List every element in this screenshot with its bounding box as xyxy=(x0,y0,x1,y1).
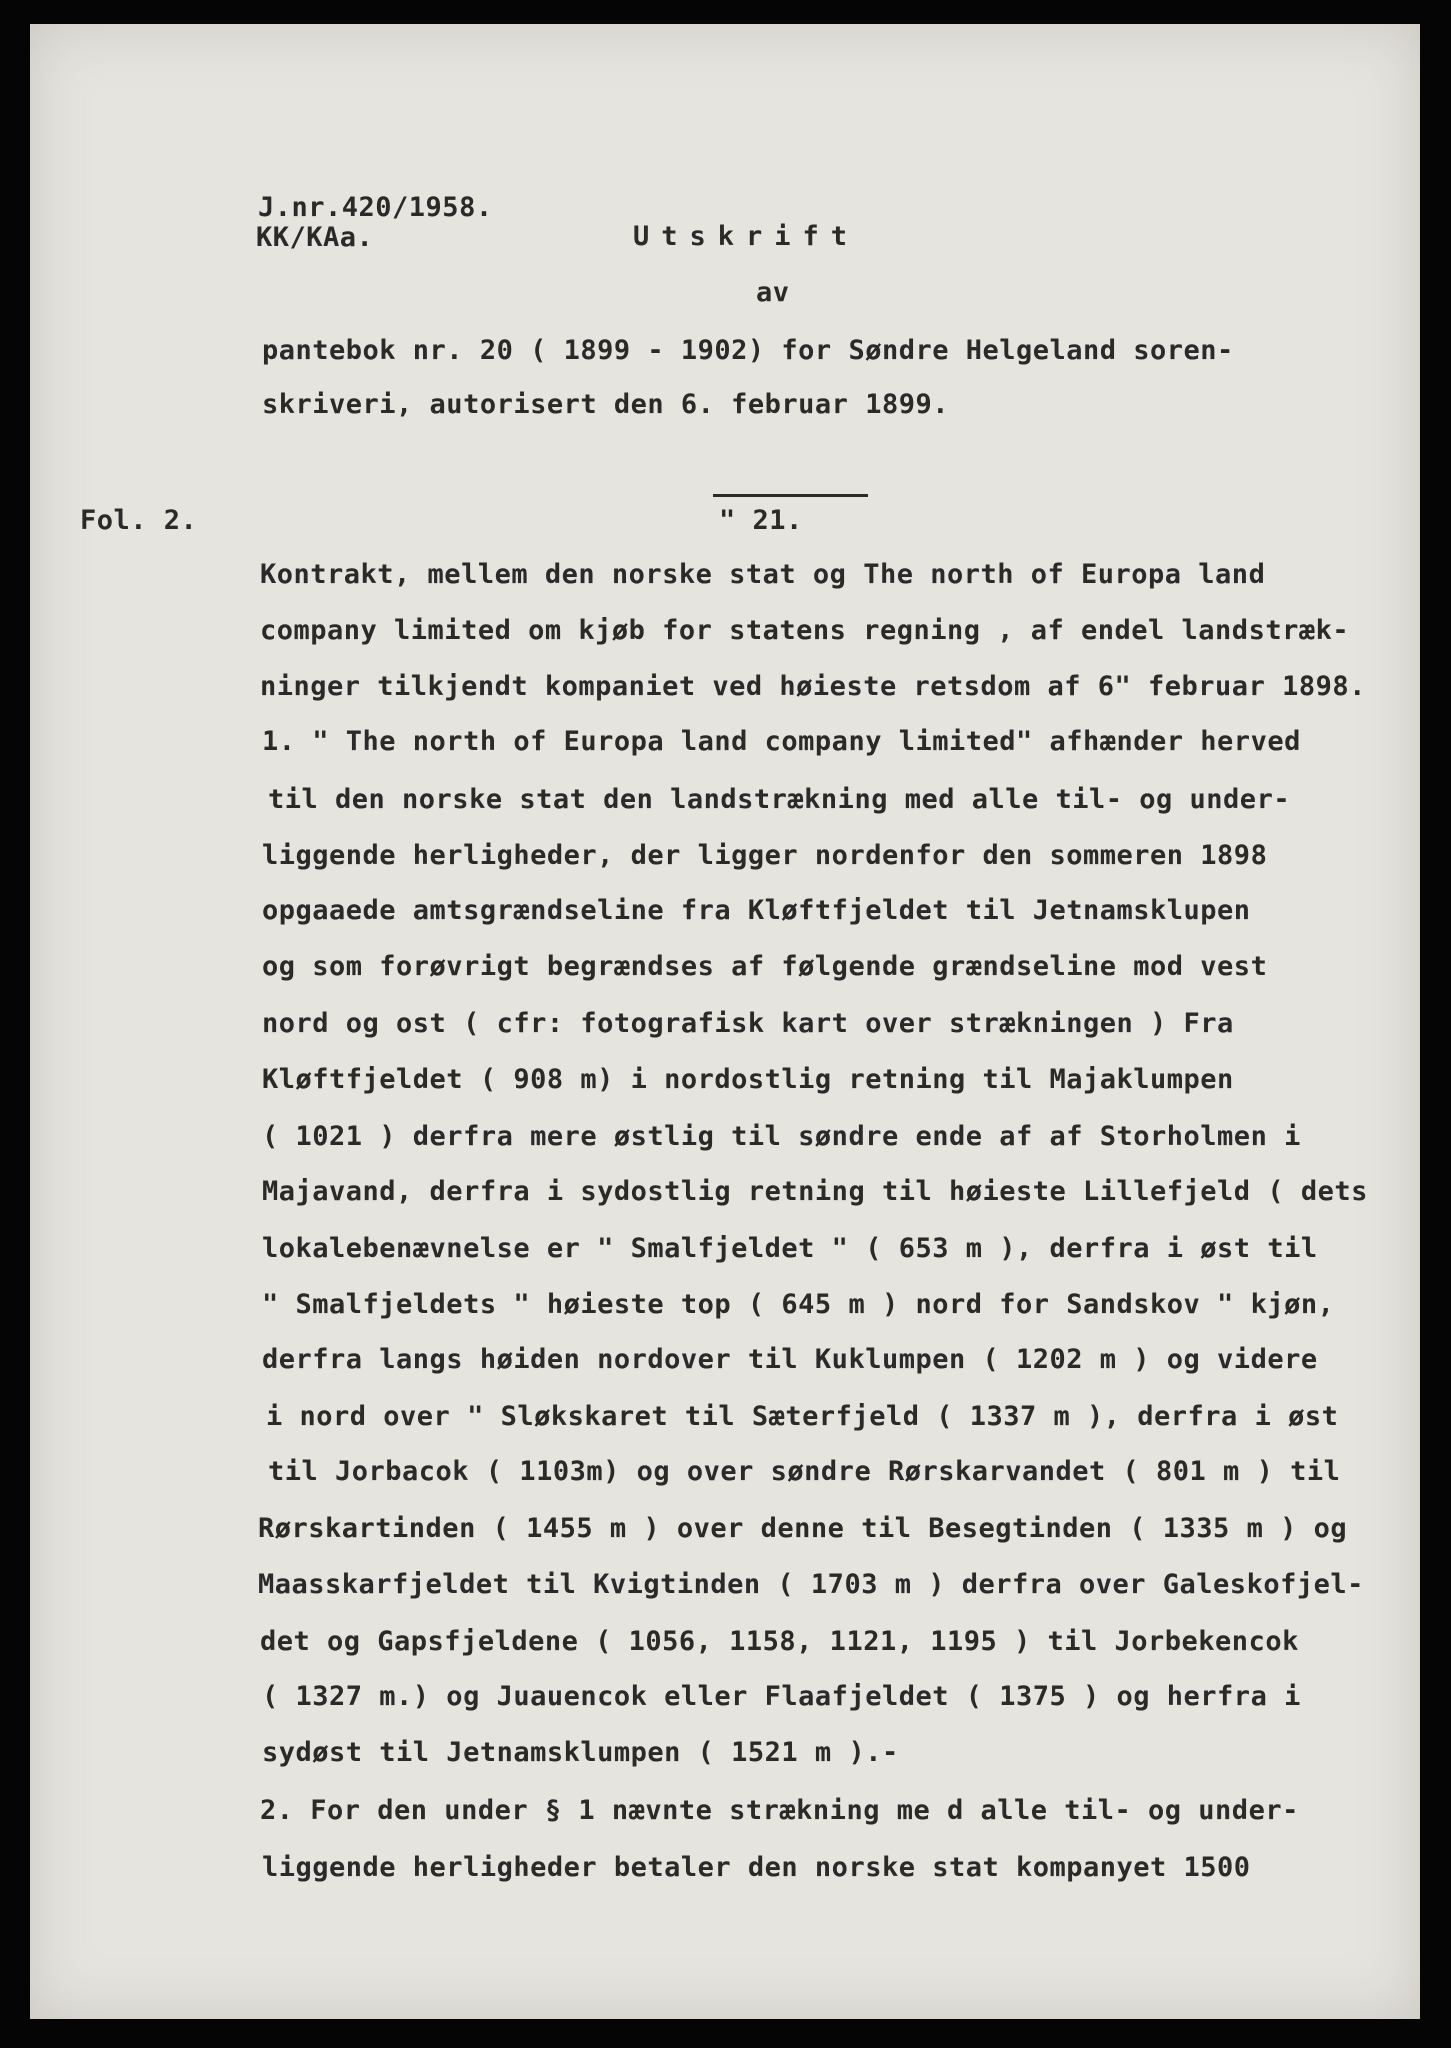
body-line: Kontrakt, mellem den norske stat og The north of Europa land xyxy=(260,559,1266,590)
body-line: liggende herligheder betaler den norske stat kompanyet 1500 xyxy=(262,1852,1251,1883)
body-line: 1. " The north of Europa land company limited" afhænder herved xyxy=(262,726,1301,757)
folio-label: Fol. 2. xyxy=(80,505,198,536)
body-line: i nord over " Sløkskaret til Sæterfjeld ( 1337 m ), derfra i øst xyxy=(266,1401,1339,1432)
separator-rule xyxy=(713,494,868,497)
body-line: 2. For den under § 1 nævnte strækning me d alle til- og under- xyxy=(260,1795,1299,1826)
body-line: ninger tilkjendt kompaniet ved høieste retsdom af 6" februar 1898. xyxy=(260,671,1366,702)
journal-number: J.nr.420/1958. xyxy=(258,192,493,223)
body-line: lokalebenævnelse er " Smalfjeldet " ( 653 m ), derfra i øst til xyxy=(262,1233,1318,1264)
body-line: Majavand, derfra i sydostlig retning til høieste Lillefjeld ( dets xyxy=(262,1176,1368,1207)
body-line: Kløftfjeldet ( 908 m) i nordostlig retning til Majaklumpen xyxy=(262,1064,1234,1095)
initials: KK/KAa. xyxy=(256,222,374,253)
title-av: av xyxy=(756,277,790,308)
body-line: det og Gapsfjeldene ( 1056, 1158, 1121, 1195 ) til Jorbekencok xyxy=(260,1626,1299,1657)
entry-number: " 21. xyxy=(719,505,803,536)
body-line: derfra langs høiden nordover til Kuklumpen ( 1202 m ) og videre xyxy=(262,1344,1318,1375)
body-line: Rørskartinden ( 1455 m ) over denne til Besegtinden ( 1335 m ) og xyxy=(258,1513,1348,1544)
body-line: til Jorbacok ( 1103m) og over søndre Rørskarvandet ( 801 m ) til xyxy=(268,1456,1341,1487)
body-line: ( 1327 m.) og Juauencok eller Flaafjeldet ( 1375 ) og herfra i xyxy=(262,1681,1301,1712)
document-page xyxy=(30,24,1420,2019)
body-line: company limited om kjøb for statens regning , af endel landstræk- xyxy=(260,615,1350,646)
body-line: og som forøvrigt begrændses af følgende grændseline mod vest xyxy=(262,951,1268,982)
subtitle-line: pantebok nr. 20 ( 1899 - 1902) for Søndre Helgeland soren- xyxy=(262,335,1234,366)
body-line: til den norske stat den landstrækning med alle til- og under- xyxy=(268,784,1291,815)
body-line: sydøst til Jetnamsklumpen ( 1521 m ).- xyxy=(262,1737,899,1768)
body-line: Maasskarfjeldet til Kvigtinden ( 1703 m ) derfra over Galeskofjel- xyxy=(258,1569,1364,1600)
body-line: liggende herligheder, der ligger nordenfor den sommeren 1898 xyxy=(262,840,1268,871)
body-line: " Smalfjeldets " høieste top ( 645 m ) nord for Sandskov " kjøn, xyxy=(262,1289,1335,1320)
body-line: opgaaede amtsgrændseline fra Kløftfjeldet til Jetnamsklupen xyxy=(262,895,1251,926)
body-line: nord og ost ( cfr: fotografisk kart over strækningen ) Fra xyxy=(262,1008,1234,1039)
subtitle-line: skriveri, autorisert den 6. februar 1899. xyxy=(262,389,949,420)
body-line: ( 1021 ) derfra mere østlig til søndre ende af af Storholmen i xyxy=(262,1121,1301,1152)
document-title: Utskrift xyxy=(633,221,860,252)
